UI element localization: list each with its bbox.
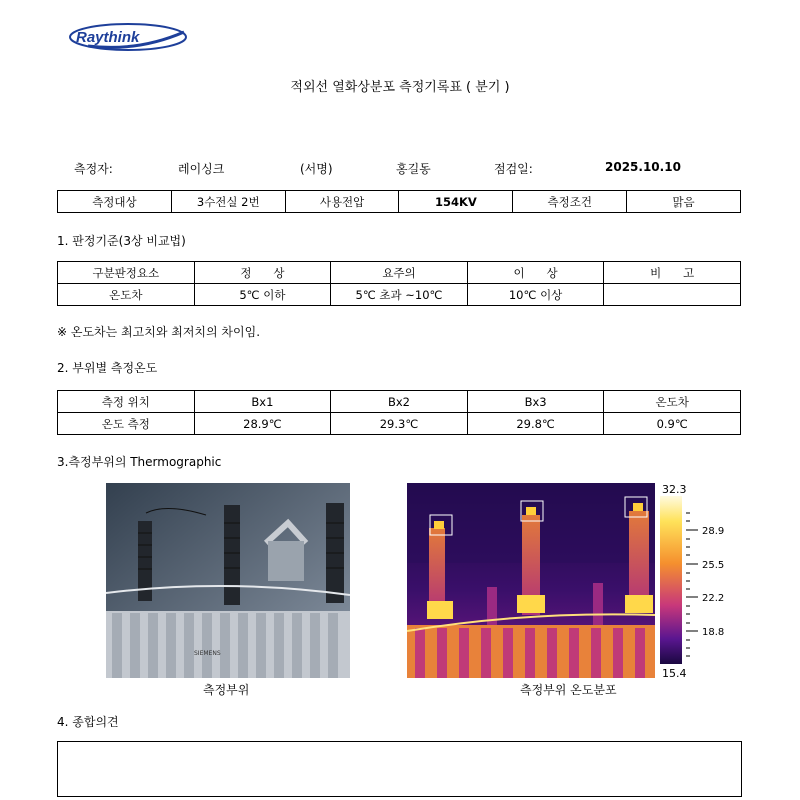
table-cell: 요주의: [331, 262, 468, 284]
scale-tick: 22.2: [702, 593, 725, 604]
table-cell: Bx2: [331, 391, 468, 413]
thermal-image: [407, 483, 655, 678]
table-cell: 측정대상: [58, 191, 172, 213]
table-cell: 5℃ 초과 ~10℃: [331, 284, 468, 306]
table-cell: 0.9℃: [604, 413, 741, 435]
table-cell: 맑음: [627, 191, 741, 213]
signature-label: (서명): [300, 162, 333, 176]
table-cell: 측정조건: [513, 191, 627, 213]
table-cell: Bx3: [467, 391, 604, 413]
table-cell: 정 상: [194, 262, 331, 284]
table-cell: 이 상: [467, 262, 604, 284]
criteria-table: [57, 261, 741, 306]
table-cell: 온도차: [58, 284, 195, 306]
inspector-label: 측정자:: [74, 162, 113, 176]
inspection-date: 2025.10.10: [605, 160, 681, 174]
scale-tick: 25.5: [702, 560, 725, 571]
scale-tick: 18.8: [702, 627, 725, 638]
table-cell: 3수전실 2번: [171, 191, 285, 213]
section1-title: 1. 판정기준(3상 비교법): [57, 234, 186, 248]
person-name: 홍길동: [396, 162, 431, 176]
table-row: [58, 191, 741, 213]
table-row: [58, 262, 741, 284]
scale-min: 15.4: [662, 667, 687, 680]
table-row: [58, 391, 741, 413]
table-cell: Bx1: [194, 391, 331, 413]
table-cell: 5℃ 이하: [194, 284, 331, 306]
table-cell: 154KV: [399, 191, 513, 213]
conditions-table: [57, 190, 741, 213]
table-cell: 사용전압: [285, 191, 399, 213]
table-row: [58, 284, 741, 306]
section2-title: 2. 부위별 측정온도: [57, 361, 158, 375]
section4-title: 4. 종합의견: [57, 715, 119, 729]
table-cell: 비 고: [604, 262, 741, 284]
inspector-name: 레이싱크: [178, 162, 225, 176]
temperature-table: [57, 390, 741, 435]
document-title: 적외선 열화상분포 측정기록표 ( 분기 ): [290, 80, 510, 95]
table-cell: 측정 위치: [58, 391, 195, 413]
temperature-scale: [660, 483, 730, 686]
section3-title: 3.측정부위의 Thermographic: [57, 455, 222, 469]
svg-text:SIEMENS: SIEMENS: [194, 650, 221, 657]
table-cell: 온도 측정: [58, 413, 195, 435]
table-cell: [604, 284, 741, 306]
date-label: 점검일:: [494, 162, 533, 176]
svg-text:Raythink: Raythink: [76, 29, 140, 46]
table-cell: 29.8℃: [467, 413, 604, 435]
thermo-caption: 측정부위 온도분포: [520, 683, 617, 697]
table-cell: 28.9℃: [194, 413, 331, 435]
photo-caption: 측정부위: [203, 683, 250, 697]
table-cell: 10℃ 이상: [467, 284, 604, 306]
table-row: [58, 413, 741, 435]
visible-photo: [106, 483, 350, 678]
table-cell: 29.3℃: [331, 413, 468, 435]
raythink-logo: [68, 22, 188, 52]
table-cell: 온도차: [604, 391, 741, 413]
table-cell: 구분판정요소: [58, 262, 195, 284]
scale-tick: 28.9: [702, 526, 725, 537]
opinion-box[interactable]: [57, 741, 742, 797]
scale-max: 32.3: [662, 483, 687, 496]
note-text: ※ 온도차는 최고치와 최저치의 차이임.: [57, 325, 261, 339]
